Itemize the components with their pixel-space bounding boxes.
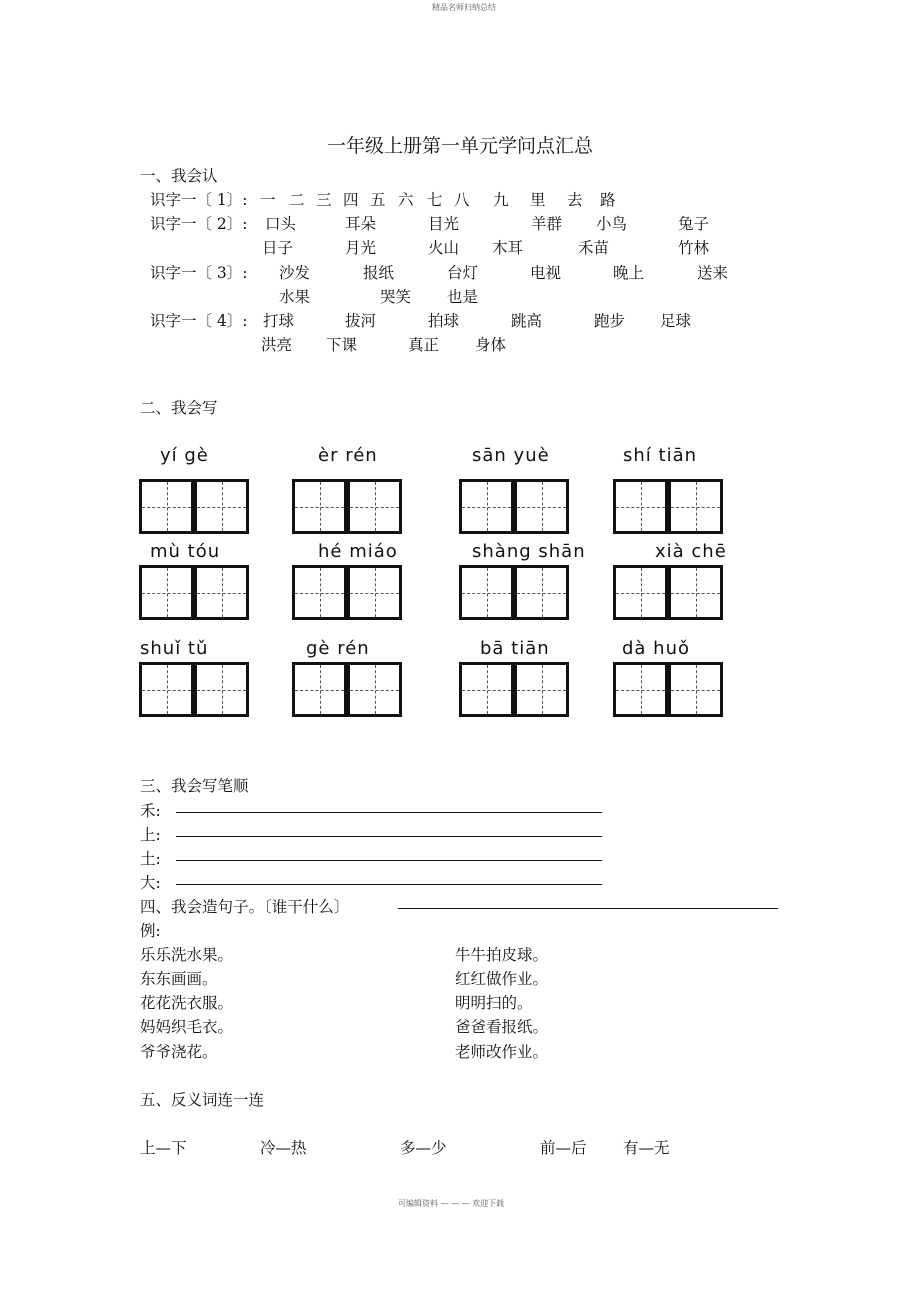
recognize-word: 晚上 (613, 264, 645, 282)
recognize-char: 六 (398, 191, 414, 209)
recognize-char: 七 (427, 191, 443, 209)
recognize-word: 拔河 (345, 312, 377, 330)
stroke-answer-line[interactable] (176, 884, 602, 885)
sentence-answer-line[interactable] (398, 908, 778, 909)
pinyin-label: shàng shān (472, 541, 586, 562)
recognize-word: 跳高 (511, 312, 543, 330)
writing-cell[interactable] (459, 479, 514, 534)
example-label: 例: (140, 922, 161, 940)
section1-line-label: 识字一〔 2〕: (150, 215, 248, 233)
stroke-answer-line[interactable] (176, 836, 602, 837)
recognize-word: 沙发 (279, 264, 311, 282)
writing-cell[interactable] (514, 565, 569, 620)
writing-cell[interactable] (139, 479, 194, 534)
antonym-pair[interactable]: 上—下 (140, 1139, 187, 1157)
recognize-char: 四 (343, 191, 359, 209)
recognize-word: 电视 (530, 264, 562, 282)
pinyin-label: gè rén (306, 638, 370, 659)
pinyin-label: dà huǒ (622, 638, 691, 659)
stroke-item-label: 大: (140, 874, 161, 892)
stroke-item-label: 上: (140, 826, 161, 844)
recognize-word: 竹林 (678, 239, 710, 257)
page-title: 一年级上册第一单元学问点汇总 (326, 135, 593, 157)
writing-cell[interactable] (347, 479, 402, 534)
recognize-word: 打球 (263, 312, 295, 330)
writing-cell[interactable] (459, 565, 514, 620)
writing-cell[interactable] (194, 662, 249, 717)
recognize-char: 里 (530, 191, 546, 209)
recognize-word: 洪亮 (261, 336, 293, 354)
section1-line-label: 识字一〔 3〕: (150, 264, 248, 282)
recognize-word: 哭笑 (380, 288, 412, 306)
section3-heading: 三、我会写笔顺 (140, 777, 249, 795)
writing-cell[interactable] (292, 565, 347, 620)
section1-line-label: 识字一〔 4〕: (150, 312, 248, 330)
writing-cell[interactable] (613, 565, 668, 620)
pinyin-label: yí gè (160, 445, 209, 466)
writing-cell[interactable] (668, 479, 723, 534)
recognize-word: 口头 (265, 215, 297, 233)
pinyin-label: èr rén (318, 445, 378, 466)
recognize-char: 八 (454, 191, 470, 209)
recognize-word: 送来 (697, 264, 729, 282)
section1-heading: 一、我会认 (140, 167, 218, 185)
writing-cell[interactable] (292, 479, 347, 534)
section1-line-label: 识字一〔 1〕: (150, 191, 248, 209)
recognize-word: 羊群 (531, 215, 563, 233)
recognize-word: 报纸 (363, 264, 395, 282)
antonym-pair[interactable]: 冷—热 (260, 1139, 307, 1157)
section5-heading: 五、反义词连一连 (140, 1091, 265, 1109)
writing-cell[interactable] (139, 662, 194, 717)
example-sentence: 爷爷浇花。 (140, 1043, 218, 1061)
example-sentence: 妈妈织毛衣。 (140, 1018, 234, 1036)
example-sentence: 牛牛拍皮球。 (455, 946, 549, 964)
recognize-word: 小鸟 (596, 215, 628, 233)
writing-cell[interactable] (613, 479, 668, 534)
example-sentence: 红红做作业。 (455, 970, 549, 988)
example-sentence: 明明扫的。 (455, 994, 533, 1012)
recognize-word: 跑步 (594, 312, 626, 330)
footer-note: 可编辑资料 — — — 欢迎下载 (398, 1199, 505, 1208)
antonym-pair[interactable]: 多—少 (400, 1139, 447, 1157)
antonym-pair[interactable]: 有—无 (623, 1139, 670, 1157)
writing-cell[interactable] (347, 565, 402, 620)
recognize-word: 台灯 (447, 264, 479, 282)
recognize-word: 耳朵 (345, 215, 377, 233)
example-sentence: 乐乐洗水果。 (140, 946, 234, 964)
writing-cell[interactable] (514, 479, 569, 534)
recognize-word: 真正 (408, 336, 440, 354)
stroke-answer-line[interactable] (176, 812, 602, 813)
recognize-word: 火山 (428, 239, 460, 257)
example-sentence: 东东画画。 (140, 970, 218, 988)
example-sentence: 花花洗衣服。 (140, 994, 234, 1012)
recognize-word: 日子 (262, 239, 294, 257)
recognize-char: 三 (316, 191, 332, 209)
recognize-word: 目光 (428, 215, 460, 233)
header-note: 精品名师归纳总结 (432, 3, 496, 12)
recognize-word: 足球 (660, 312, 692, 330)
recognize-word: 也是 (447, 288, 479, 306)
recognize-char: 九 (493, 191, 509, 209)
pinyin-label: mù tóu (150, 541, 221, 562)
recognize-word: 拍球 (428, 312, 460, 330)
writing-cell[interactable] (194, 565, 249, 620)
recognize-word: 兔子 (678, 215, 710, 233)
recognize-char: 二 (289, 191, 305, 209)
recognize-word: 木耳 (492, 239, 524, 257)
section4-heading: 四、我会造句子。〔谁干什么〕 (140, 898, 350, 916)
writing-cell[interactable] (668, 565, 723, 620)
writing-cell[interactable] (194, 479, 249, 534)
antonym-pair[interactable]: 前—后 (540, 1139, 587, 1157)
pinyin-label: bā tiān (480, 638, 550, 659)
example-sentence: 老师改作业。 (455, 1043, 549, 1061)
pinyin-label: shí tiān (623, 445, 698, 466)
pinyin-label: sān yuè (472, 445, 550, 466)
recognize-word: 身体 (475, 336, 507, 354)
recognize-char: 路 (600, 191, 616, 209)
recognize-word: 下课 (326, 336, 358, 354)
recognize-word: 禾苗 (578, 239, 610, 257)
writing-cell[interactable] (459, 662, 514, 717)
example-sentence: 爸爸看报纸。 (455, 1018, 549, 1036)
pinyin-label: hé miáo (318, 541, 398, 562)
writing-cell[interactable] (668, 662, 723, 717)
recognize-char: 五 (370, 191, 386, 209)
section2-heading: 二、我会写 (140, 399, 218, 417)
stroke-item-label: 禾: (140, 802, 161, 820)
writing-cell[interactable] (514, 662, 569, 717)
writing-cell[interactable] (347, 662, 402, 717)
writing-cell[interactable] (139, 565, 194, 620)
recognize-word: 水果 (279, 288, 311, 306)
writing-cell[interactable] (613, 662, 668, 717)
recognize-word: 月光 (345, 239, 377, 257)
recognize-char: 一 (260, 191, 276, 209)
pinyin-label: xià chē (655, 541, 727, 562)
recognize-char: 去 (567, 191, 583, 209)
stroke-item-label: 土: (140, 850, 161, 868)
writing-cell[interactable] (292, 662, 347, 717)
pinyin-label: shuǐ tǔ (140, 638, 209, 659)
stroke-answer-line[interactable] (176, 860, 602, 861)
